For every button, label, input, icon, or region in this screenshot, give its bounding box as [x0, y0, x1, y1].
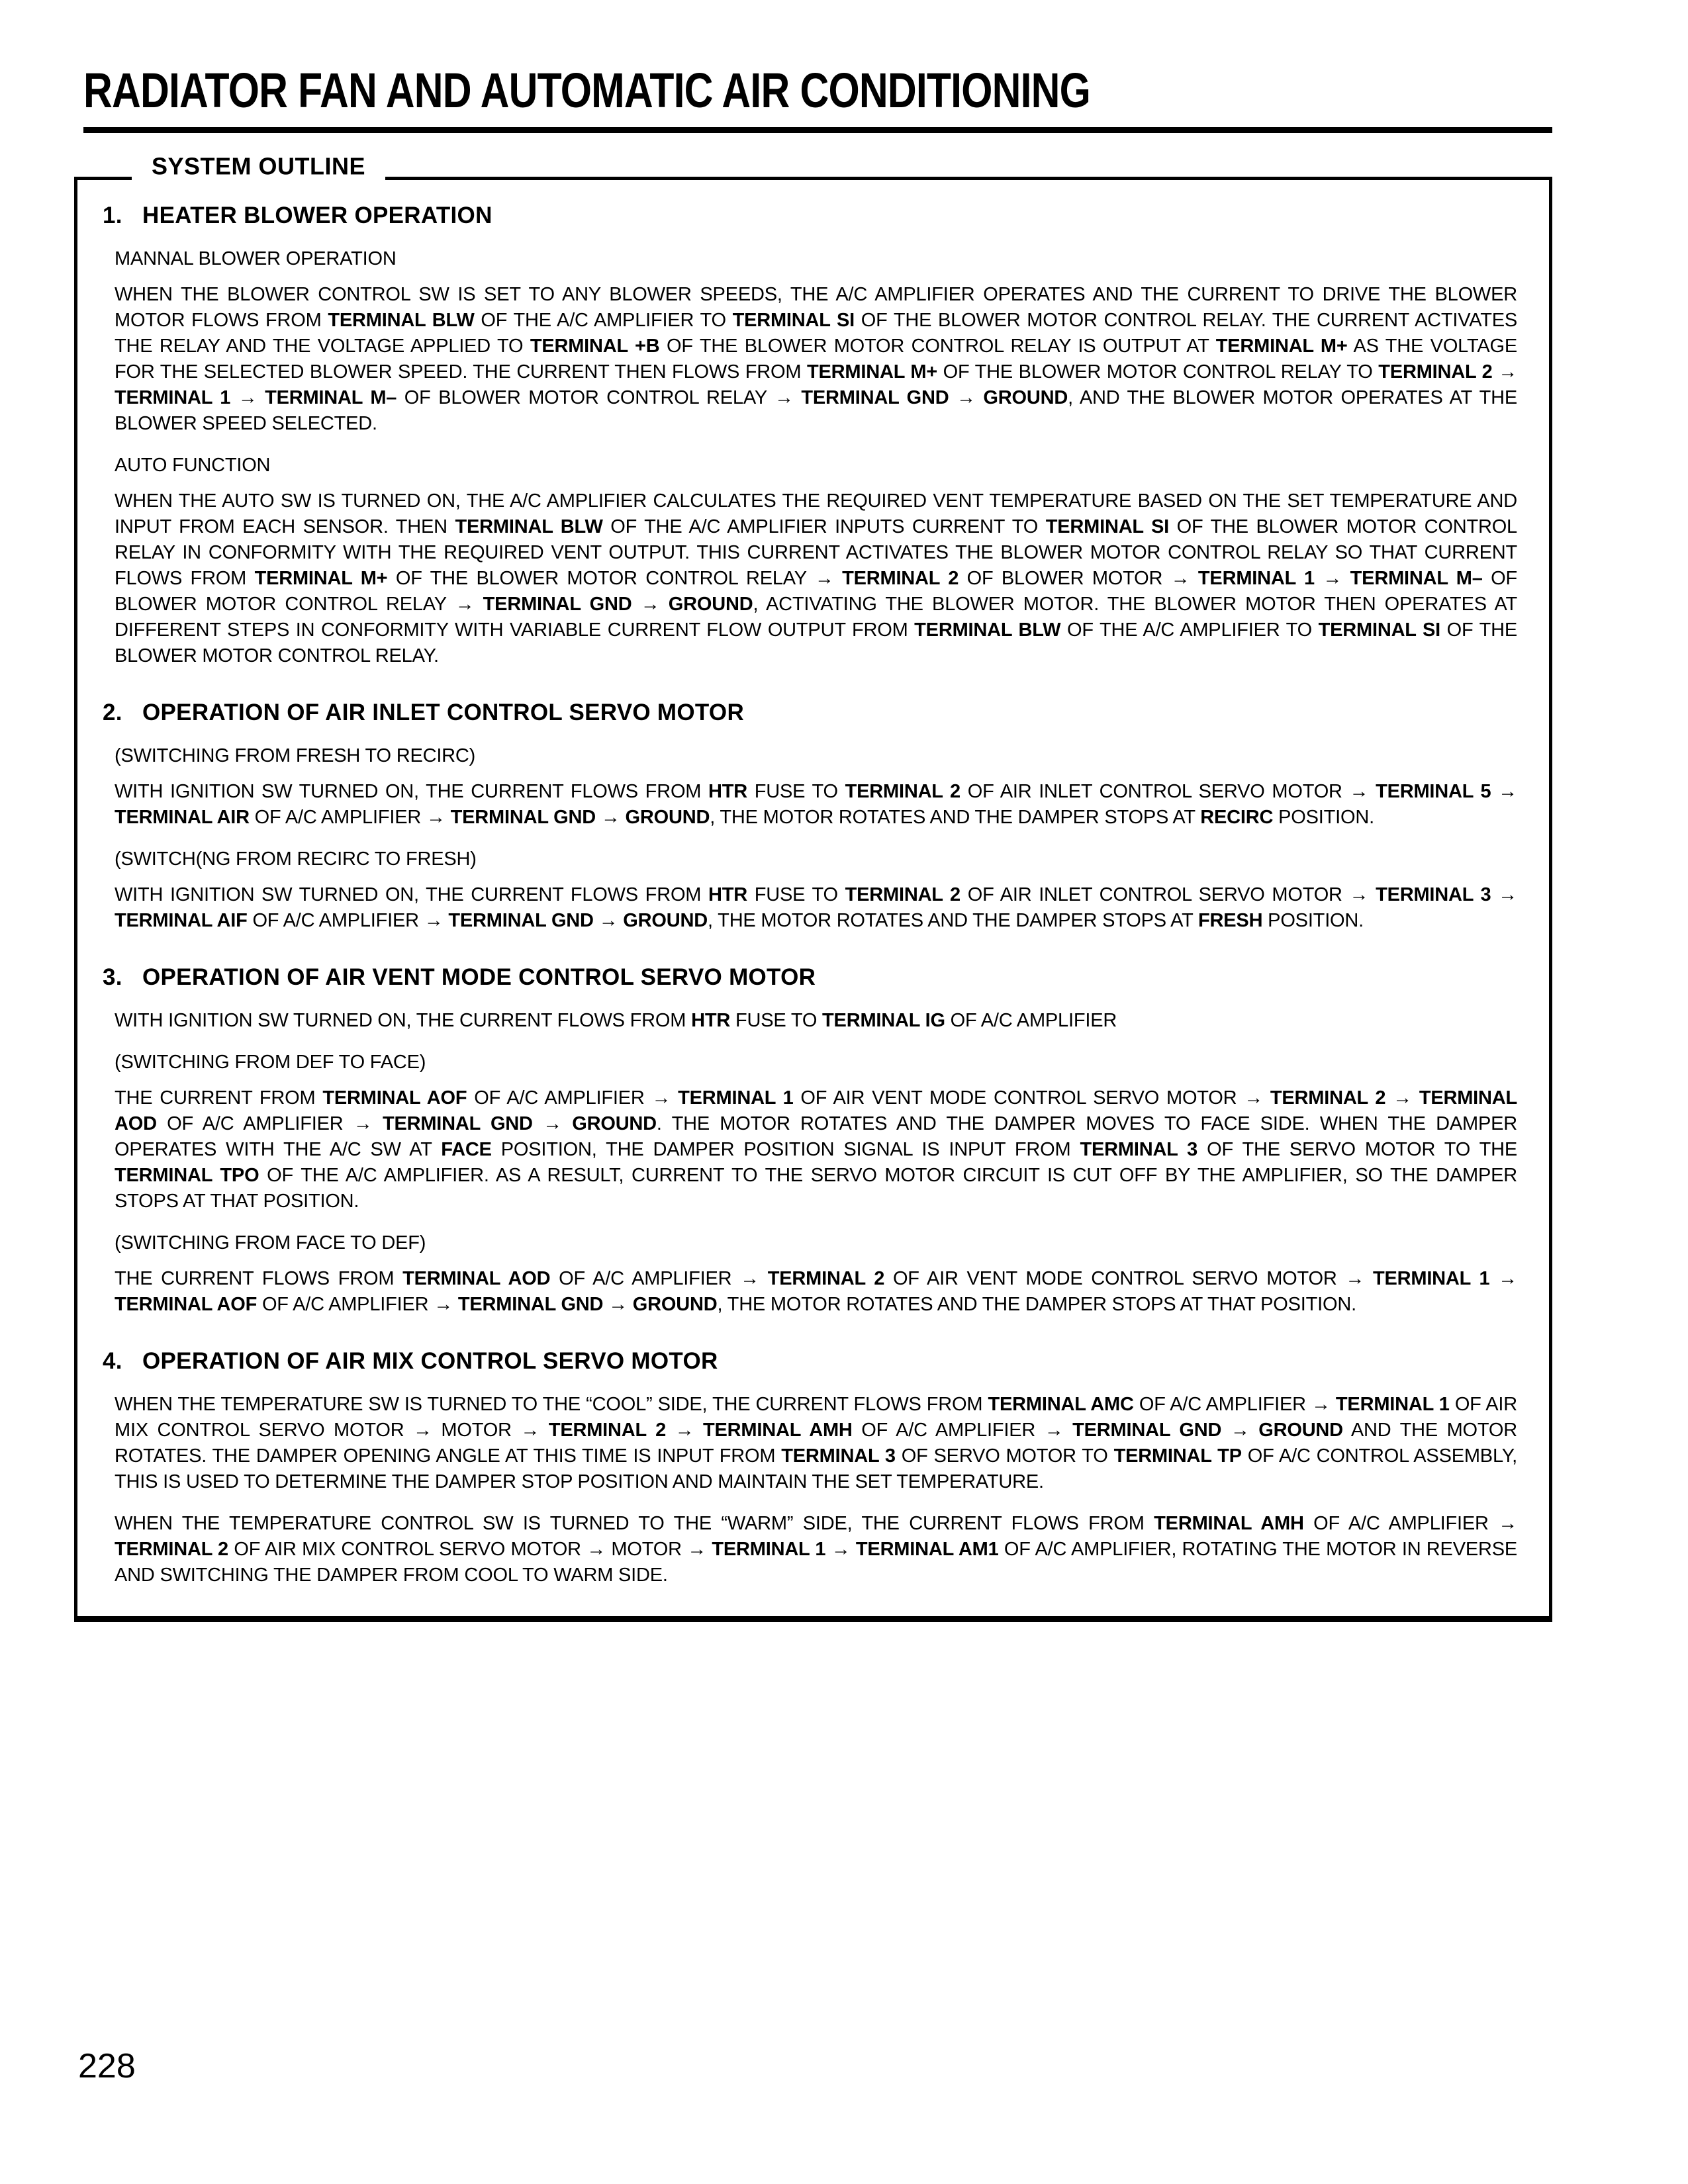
- body-paragraph: WHEN THE AUTO SW IS TURNED ON, THE A/C AMPLIFIER CALCULATES THE REQUIRED VENT TEMPERATURE BASED ON THE SET TEMPERATURE AND INPUT FROM EACH SENSOR. THEN TERMINAL BLW OF THE A/C AMPLIFIER INPUTS CURRENT TO TERMINAL SI OF THE BLOWER MOTOR CONTROL RELAY IN CONFORMITY WITH THE REQUIRED VENT OUTPUT. THIS CURRENT ACTIVATES THE BLOWER MOTOR CONTROL RELAY SO THAT CURRENT FLOWS FROM TERMINAL M+ OF THE BLOWER MOTOR CONTROL RELAY → TERMINAL 2 OF BLOWER MOTOR → TERMINAL 1 → TERMINAL M– OF BLOWER MOTOR CONTROL RELAY → TERMINAL GND → GROUND, ACTIVATING THE BLOWER MOTOR. THE BLOWER MOTOR THEN OPERATES AT DIFFERENT STEPS IN CONFORMITY WITH VARIABLE CURRENT FLOW OUTPUT FROM TERMINAL BLW OF THE A/C AMPLIFIER TO TERMINAL SI OF THE BLOWER MOTOR CONTROL RELAY.: [115, 490, 1518, 666]
- sub-label: (SWITCHING FROM DEF TO FACE): [115, 1052, 426, 1073]
- body-paragraph: WITH IGNITION SW TURNED ON, THE CURRENT FLOWS FROM HTR FUSE TO TERMINAL 2 OF AIR INLET CONTROL SERVO MOTOR → TERMINAL 5 → TERMINAL AIR OF A/C AMPLIFIER → TERMINAL GND → GROUND, THE MOTOR ROTATES AND THE DAMPER STOPS AT RECIRC POSITION.: [115, 781, 1517, 828]
- section-heading-text: OPERATION OF AIR MIX CONTROL SERVO MOTOR: [142, 1348, 718, 1374]
- sub-label: (SWITCHING FROM FACE TO DEF): [115, 1232, 426, 1253]
- section-heading-text: OPERATION OF AIR INLET CONTROL SERVO MOTOR: [142, 700, 745, 725]
- outline-section: [103, 203, 1518, 669]
- body-paragraph: WHEN THE TEMPERATURE SW IS TURNED TO THE “COOL” SIDE, THE CURRENT FLOWS FROM TERMINAL AMC OF A/C AMPLIFIER → TERMINAL 1 OF AIR MIX CONTROL SERVO MOTOR → MOTOR → TERMINAL 2 → TERMINAL AMH OF A/C AMPLIFIER → TERMINAL GND → GROUND AND THE MOTOR ROTATES. THE DAMPER OPENING ANGLE AT THIS TIME IS INPUT FROM TERMINAL 3 OF SERVO MOTOR TO TERMINAL TP OF A/C CONTROL ASSEMBLY, THIS IS USED TO DETERMINE THE DAMPER STOP POSITION AND MAINTAIN THE SET TEMPERATURE.: [115, 1394, 1517, 1492]
- section-heading-text: OPERATION OF AIR VENT MODE CONTROL SERVO MOTOR: [142, 964, 816, 990]
- sub-label: MANNAL BLOWER OPERATION: [115, 248, 397, 269]
- system-outline-box: [74, 152, 1552, 1622]
- outline-section: [103, 1348, 1518, 1588]
- body-paragraph: THE CURRENT FROM TERMINAL AOF OF A/C AMPLIFIER → TERMINAL 1 OF AIR VENT MODE CONTROL SERVO MOTOR → TERMINAL 2 → TERMINAL AOD OF A/C AMPLIFIER → TERMINAL GND → GROUND. THE MOTOR ROTATES AND THE DAMPER MOVES TO FACE SIDE. WHEN THE DAMPER OPERATES WITH THE A/C SW AT FACE POSITION, THE DAMPER POSITION SIGNAL IS INPUT FROM TERMINAL 3 OF THE SERVO MOTOR TO THE TERMINAL TPO OF THE A/C AMPLIFIER. AS A RESULT, CURRENT TO THE SERVO MOTOR CIRCUIT IS CUT OFF BY THE AMPLIFIER, SO THE DAMPER STOPS AT THAT POSITION.: [115, 1087, 1518, 1212]
- section-number: 4.: [103, 1348, 122, 1374]
- section-number: 2.: [103, 700, 122, 725]
- page-header: [0, 0, 1688, 133]
- section-heading: [103, 203, 1517, 229]
- body-paragraph: WHEN THE TEMPERATURE CONTROL SW IS TURNED TO THE “WARM” SIDE, THE CURRENT FLOWS FROM TERMINAL AMH OF A/C AMPLIFIER → TERMINAL 2 OF AIR MIX CONTROL SERVO MOTOR → MOTOR → TERMINAL 1 → TERMINAL AM1 OF A/C AMPLIFIER, ROTATING THE MOTOR IN REVERSE AND SWITCHING THE DAMPER FROM COOL TO WARM SIDE.: [115, 1513, 1518, 1586]
- body-paragraph: WHEN THE BLOWER CONTROL SW IS SET TO ANY BLOWER SPEEDS, THE A/C AMPLIFIER OPERATES AND THE CURRENT TO DRIVE THE BLOWER MOTOR FLOWS FROM TERMINAL BLW OF THE A/C AMPLIFIER TO TERMINAL SI OF THE BLOWER MOTOR CONTROL RELAY. THE CURRENT ACTIVATES THE RELAY AND THE VOLTAGE APPLIED TO TERMINAL +B OF THE BLOWER MOTOR CONTROL RELAY IS OUTPUT AT TERMINAL M+ AS THE VOLTAGE FOR THE SELECTED BLOWER SPEED. THE CURRENT THEN FLOWS FROM TERMINAL M+ OF THE BLOWER MOTOR CONTROL RELAY TO TERMINAL 2 → TERMINAL 1 → TERMINAL M– OF BLOWER MOTOR CONTROL RELAY → TERMINAL GND → GROUND, AND THE BLOWER MOTOR OPERATES AT THE BLOWER SPEED SELECTED.: [115, 284, 1518, 434]
- page-title: RADIATOR FAN AND AUTOMATIC AIR CONDITIONING: [83, 63, 1091, 118]
- page-number: 228: [78, 2047, 136, 2085]
- body-paragraph: WITH IGNITION SW TURNED ON, THE CURRENT FLOWS FROM HTR FUSE TO TERMINAL 2 OF AIR INLET CONTROL SERVO MOTOR → TERMINAL 3 → TERMINAL AIF OF A/C AMPLIFIER → TERMINAL GND → GROUND, THE MOTOR ROTATES AND THE DAMPER STOPS AT FRESH POSITION.: [115, 884, 1517, 931]
- body-paragraph: WITH IGNITION SW TURNED ON, THE CURRENT FLOWS FROM HTR FUSE TO TERMINAL IG OF A/C AMPLIFIER: [115, 1010, 1117, 1031]
- section-heading-text: HEATER BLOWER OPERATION: [142, 203, 492, 228]
- section-number: 3.: [103, 964, 122, 990]
- sub-label: AUTO FUNCTION: [115, 455, 271, 476]
- sub-label: (SWITCH(NG FROM RECIRC TO FRESH): [115, 848, 477, 870]
- section-heading: [103, 700, 1517, 726]
- outline-sections: [103, 203, 1518, 1588]
- system-outline-label: SYSTEM OUTLINE: [132, 153, 385, 186]
- sub-label: (SWITCHING FROM FRESH TO RECIRC): [115, 745, 476, 766]
- outline-section: [103, 700, 1517, 934]
- section-number: 1.: [103, 203, 122, 228]
- outline-section: [103, 964, 1518, 1318]
- title-underline-rule: [83, 127, 1552, 133]
- section-heading: [103, 1348, 1517, 1375]
- body-paragraph: THE CURRENT FLOWS FROM TERMINAL AOD OF A/C AMPLIFIER → TERMINAL 2 OF AIR VENT MODE CONTROL SERVO MOTOR → TERMINAL 1 → TERMINAL AOF OF A/C AMPLIFIER → TERMINAL GND → GROUND, THE MOTOR ROTATES AND THE DAMPER STOPS AT THAT POSITION.: [115, 1268, 1517, 1315]
- section-heading: [103, 964, 1517, 991]
